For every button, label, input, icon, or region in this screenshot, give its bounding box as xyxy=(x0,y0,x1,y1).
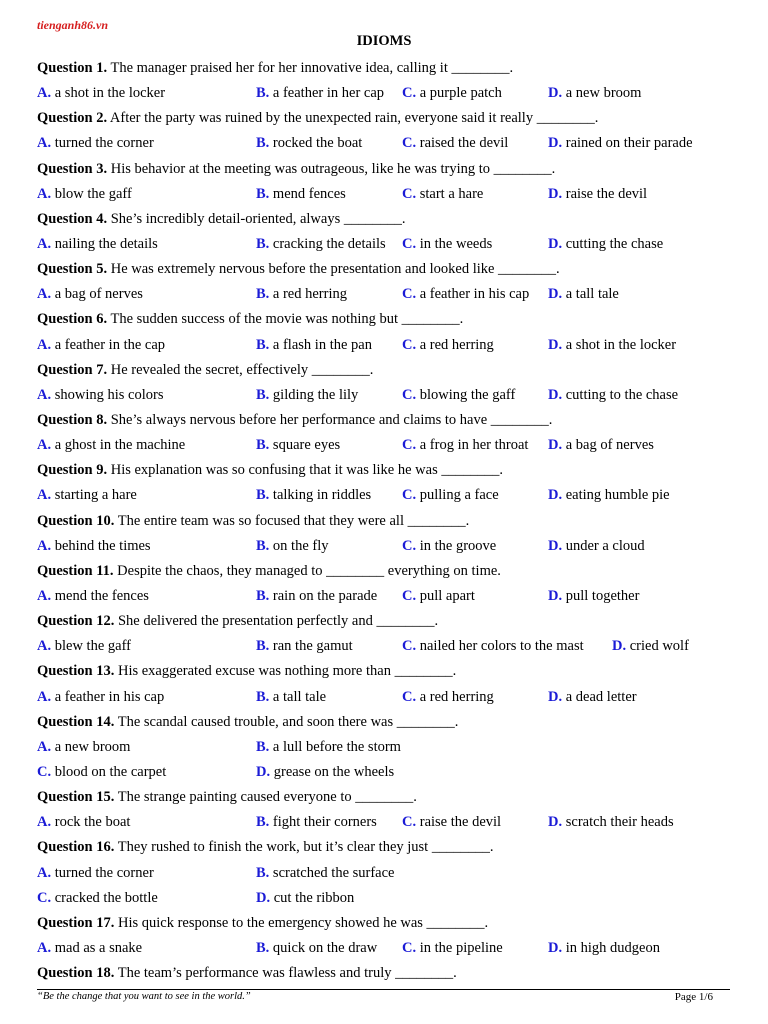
answer-option[interactable] xyxy=(37,383,163,408)
option-letter: A. xyxy=(37,864,52,881)
option-text: a bag of nerves xyxy=(54,286,143,303)
option-text: turned the corner xyxy=(54,864,154,881)
option-letter: A. xyxy=(37,85,52,102)
option-letter: D. xyxy=(548,587,563,604)
option-letter: A. xyxy=(37,437,52,454)
option-text: rocked the boat xyxy=(272,135,363,152)
option-text: a tall tale xyxy=(272,688,327,705)
option-letter: A. xyxy=(37,336,52,353)
option-letter: C. xyxy=(402,185,417,202)
answer-option[interactable] xyxy=(256,810,377,835)
question-stem xyxy=(37,559,737,584)
option-letter: B. xyxy=(256,688,270,705)
options-row xyxy=(37,760,737,785)
option-letter: A. xyxy=(37,638,52,655)
answer-option[interactable] xyxy=(548,685,637,710)
option-letter: C. xyxy=(402,386,417,403)
question-stem xyxy=(37,911,737,936)
answer-option[interactable] xyxy=(548,936,660,961)
answer-option[interactable] xyxy=(256,760,394,785)
answer-option[interactable] xyxy=(256,383,358,408)
option-text: rained on their parade xyxy=(565,135,693,152)
option-text: blew the gaff xyxy=(54,638,131,655)
question-number: Question 1. xyxy=(37,60,108,76)
answer-option[interactable] xyxy=(402,81,502,106)
options-row xyxy=(37,936,737,961)
option-text: blood on the carpet xyxy=(54,763,167,780)
answer-option[interactable] xyxy=(402,383,515,408)
question-number: Question 13. xyxy=(37,663,115,680)
options-row xyxy=(37,81,737,106)
option-text: under a cloud xyxy=(565,537,645,554)
option-text: start a hare xyxy=(419,185,484,202)
answer-option[interactable] xyxy=(548,333,676,358)
answer-option[interactable] xyxy=(402,685,494,710)
option-letter: B. xyxy=(256,864,270,881)
option-letter: D. xyxy=(548,688,563,705)
option-text: a frog in her throat xyxy=(419,437,529,454)
option-letter: A. xyxy=(37,537,52,554)
option-letter: D. xyxy=(548,336,563,353)
option-letter: C. xyxy=(402,437,417,454)
answer-option[interactable] xyxy=(402,534,496,559)
option-letter: A. xyxy=(37,286,52,303)
question-stem xyxy=(37,358,737,383)
option-letter: B. xyxy=(256,487,270,504)
footer-quote: “Be the change that you want to see in the world.” xyxy=(37,991,251,1002)
question-text: She’s incredibly detail-oriented, always ________. xyxy=(110,210,406,227)
answer-option[interactable] xyxy=(548,81,641,106)
answer-option[interactable] xyxy=(402,634,584,659)
answer-option[interactable] xyxy=(548,810,674,835)
option-text: starting a hare xyxy=(54,487,137,504)
options-row xyxy=(37,584,737,609)
answer-option[interactable] xyxy=(256,584,377,609)
question-number: Question 12. xyxy=(37,613,115,630)
document-title: IDIOMS xyxy=(356,33,412,49)
answer-option[interactable] xyxy=(37,936,142,961)
question-number: Question 11. xyxy=(37,562,114,579)
option-text: gilding the lily xyxy=(272,386,359,403)
question-stem xyxy=(37,458,737,483)
option-letter: A. xyxy=(37,738,52,755)
option-letter: B. xyxy=(256,85,270,102)
option-text: a feather in her cap xyxy=(272,85,385,102)
option-letter: D. xyxy=(548,939,563,956)
option-letter: D. xyxy=(548,286,563,303)
option-letter: C. xyxy=(402,814,417,831)
question-stem xyxy=(37,157,737,182)
question-number: Question 18. xyxy=(37,965,115,982)
option-letter: D. xyxy=(548,135,563,152)
question-stem xyxy=(37,659,737,684)
question-text: The scandal caused trouble, and soon there was ________. xyxy=(117,713,459,730)
answer-option[interactable] xyxy=(37,433,185,458)
option-letter: B. xyxy=(256,587,270,604)
answer-option[interactable] xyxy=(402,282,529,307)
option-text: a tall tale xyxy=(565,286,619,303)
option-letter: B. xyxy=(256,336,270,353)
option-text: mend the fences xyxy=(54,587,149,604)
option-text: a new broom xyxy=(565,85,642,102)
answer-option[interactable] xyxy=(548,383,678,408)
question-text: The entire team was so focused that they were all ________. xyxy=(117,512,470,529)
question-text: The sudden success of the movie was nothing but ________. xyxy=(110,311,464,328)
option-letter: B. xyxy=(256,235,270,252)
option-text: raise the devil xyxy=(565,185,648,202)
option-text: grease on the wheels xyxy=(273,763,395,780)
option-letter: C. xyxy=(402,587,417,604)
options-row xyxy=(37,861,737,886)
question-stem xyxy=(37,961,737,986)
option-text: mend fences xyxy=(272,185,346,202)
option-text: a red herring xyxy=(419,336,494,353)
answer-option[interactable] xyxy=(402,131,508,156)
options-row xyxy=(37,685,737,710)
question-number: Question 17. xyxy=(37,914,115,931)
question-text: His exaggerated excuse was nothing more than ________. xyxy=(117,663,457,680)
answer-option[interactable] xyxy=(37,232,158,257)
option-text: behind the times xyxy=(54,537,151,554)
question-stem xyxy=(37,207,737,232)
option-text: mad as a snake xyxy=(54,939,143,956)
option-text: a new broom xyxy=(54,738,131,755)
option-text: quick on the draw xyxy=(272,939,378,956)
answer-option[interactable] xyxy=(37,685,164,710)
option-text: a shot in the locker xyxy=(54,85,166,102)
answer-option[interactable] xyxy=(37,735,130,760)
options-row xyxy=(37,383,737,408)
answer-option[interactable] xyxy=(548,534,645,559)
answer-option[interactable] xyxy=(37,634,131,659)
answer-option[interactable] xyxy=(37,131,154,156)
option-text: ran the gamut xyxy=(272,638,353,655)
question-text: He was extremely nervous before the presentation and looked like ________. xyxy=(110,261,560,278)
option-letter: C. xyxy=(402,336,417,353)
option-text: nailing the details xyxy=(54,235,158,252)
question-stem xyxy=(37,835,737,860)
option-letter: B. xyxy=(256,185,270,202)
option-text: in the pipeline xyxy=(419,939,503,956)
answer-option[interactable] xyxy=(37,584,149,609)
question-stem xyxy=(37,785,737,810)
answer-option[interactable] xyxy=(37,182,132,207)
option-text: a shot in the locker xyxy=(565,336,677,353)
option-letter: C. xyxy=(402,85,417,102)
options-row xyxy=(37,182,737,207)
question-stem xyxy=(37,509,737,534)
option-text: a ghost in the machine xyxy=(54,437,186,454)
option-letter: B. xyxy=(256,437,270,454)
options-row xyxy=(37,634,737,659)
option-letter: A. xyxy=(37,135,52,152)
options-row xyxy=(37,886,737,911)
option-text: pull together xyxy=(565,587,640,604)
options-row xyxy=(37,483,737,508)
answer-option[interactable] xyxy=(256,131,362,156)
question-number: Question 5. xyxy=(37,261,108,278)
answer-option[interactable] xyxy=(548,282,619,307)
option-text: a feather in the cap xyxy=(54,336,166,353)
question-stem xyxy=(37,257,737,282)
options-row xyxy=(37,735,737,760)
question-text: The team’s performance was flawless and truly ________. xyxy=(117,965,457,982)
option-letter: A. xyxy=(37,587,52,604)
options-row xyxy=(37,810,737,835)
answer-option[interactable] xyxy=(256,433,340,458)
answer-option[interactable] xyxy=(402,433,528,458)
option-letter: C. xyxy=(402,135,417,152)
answer-option[interactable] xyxy=(37,534,151,559)
options-row xyxy=(37,131,737,156)
answer-option[interactable] xyxy=(402,810,501,835)
option-letter: D. xyxy=(548,537,563,554)
option-text: in high dudgeon xyxy=(565,939,660,956)
question-text: She’s always nervous before her performance and claims to have ________. xyxy=(110,411,553,428)
option-text: a lull before the storm xyxy=(272,738,401,755)
option-text: scratched the surface xyxy=(272,864,395,881)
answer-option[interactable] xyxy=(256,685,326,710)
question-text: The strange painting caused everyone to ________. xyxy=(117,789,417,806)
question-number: Question 2. xyxy=(37,110,108,127)
option-text: blowing the gaff xyxy=(419,386,516,403)
option-letter: B. xyxy=(256,286,270,303)
answer-option[interactable] xyxy=(548,584,639,609)
answer-option[interactable] xyxy=(402,483,499,508)
option-text: nailed her colors to the mast xyxy=(419,638,584,655)
answer-option[interactable] xyxy=(548,232,663,257)
answer-option[interactable] xyxy=(548,182,647,207)
question-number: Question 6. xyxy=(37,311,108,328)
question-text: After the party was ruined by the unexpected rain, everyone said it really ________. xyxy=(109,110,599,127)
options-row xyxy=(37,282,737,307)
question-number: Question 15. xyxy=(37,789,115,806)
answer-option[interactable] xyxy=(256,282,347,307)
option-letter: C. xyxy=(402,487,417,504)
option-letter: B. xyxy=(256,135,270,152)
answer-option[interactable] xyxy=(256,333,372,358)
option-text: pull apart xyxy=(419,587,475,604)
option-letter: C. xyxy=(402,286,417,303)
question-stem xyxy=(37,307,737,332)
question-text: His behavior at the meeting was outrageous, like he was trying to ________. xyxy=(110,160,556,177)
answer-option[interactable] xyxy=(402,333,494,358)
question-number: Question 9. xyxy=(37,462,108,479)
option-letter: A. xyxy=(37,814,52,831)
answer-option[interactable] xyxy=(37,282,143,307)
option-letter: B. xyxy=(256,638,270,655)
question-text: The manager praised her for her innovative idea, calling it ________. xyxy=(110,60,514,76)
option-text: in the weeds xyxy=(419,235,493,252)
answer-option[interactable] xyxy=(256,534,329,559)
option-letter: D. xyxy=(548,437,563,454)
answer-option[interactable] xyxy=(256,735,401,760)
page-number: Page 1/6 xyxy=(674,991,713,1003)
option-text: a bag of nerves xyxy=(565,437,654,454)
question-number: Question 14. xyxy=(37,713,115,730)
option-text: fight their corners xyxy=(272,814,377,831)
option-text: raise the devil xyxy=(419,814,502,831)
question-number: Question 8. xyxy=(37,411,108,428)
question-stem xyxy=(37,106,737,131)
answer-option[interactable] xyxy=(256,634,353,659)
option-text: a red herring xyxy=(272,286,347,303)
option-letter: A. xyxy=(37,487,52,504)
option-text: in the groove xyxy=(419,537,497,554)
question-number: Question 16. xyxy=(37,839,115,856)
option-text: talking in riddles xyxy=(272,487,372,504)
option-text: raised the devil xyxy=(419,135,509,152)
answer-option[interactable] xyxy=(256,182,346,207)
question-stem xyxy=(37,710,737,735)
options-row xyxy=(37,333,737,358)
option-letter: D. xyxy=(548,85,563,102)
question-number: Question 4. xyxy=(37,210,108,227)
footer-divider xyxy=(37,989,730,990)
question-text: He revealed the secret, effectively ________. xyxy=(110,361,374,378)
question-stem xyxy=(37,408,737,433)
option-text: cracked the bottle xyxy=(54,889,158,906)
answer-option[interactable] xyxy=(37,760,166,785)
answer-option[interactable] xyxy=(612,634,689,659)
options-row xyxy=(37,433,737,458)
option-text: a red herring xyxy=(419,688,494,705)
option-text: pulling a face xyxy=(419,487,499,504)
option-text: a flash in the pan xyxy=(272,336,372,353)
option-letter: A. xyxy=(37,688,52,705)
answer-option[interactable] xyxy=(256,886,354,911)
option-letter: D. xyxy=(612,638,627,655)
option-letter: D. xyxy=(548,386,563,403)
answer-option[interactable] xyxy=(402,182,483,207)
question-number: Question 7. xyxy=(37,361,108,378)
option-letter: D. xyxy=(548,185,563,202)
option-letter: D. xyxy=(548,487,563,504)
option-letter: D. xyxy=(548,235,563,252)
question-stem xyxy=(37,56,737,81)
option-letter: C. xyxy=(402,537,417,554)
options-row xyxy=(37,232,737,257)
option-letter: C. xyxy=(37,763,52,780)
answer-option[interactable] xyxy=(548,131,693,156)
question-text: Despite the chaos, they managed to ________ everything on time. xyxy=(117,562,501,579)
option-letter: C. xyxy=(402,638,417,655)
answer-option[interactable] xyxy=(37,810,130,835)
option-text: cracking the details xyxy=(272,235,386,252)
option-letter: C. xyxy=(402,688,417,705)
option-text: scratch their heads xyxy=(565,814,674,831)
answer-option[interactable] xyxy=(37,81,165,106)
answer-option[interactable] xyxy=(402,232,492,257)
answer-option[interactable] xyxy=(256,483,371,508)
option-text: a purple patch xyxy=(419,85,502,102)
question-text: They rushed to finish the work, but it’s clear they just ________. xyxy=(117,839,494,856)
answer-option[interactable] xyxy=(402,584,475,609)
option-text: a dead letter xyxy=(565,688,637,705)
answer-option[interactable] xyxy=(37,886,158,911)
question-stem xyxy=(37,609,737,634)
option-letter: B. xyxy=(256,386,270,403)
option-letter: B. xyxy=(256,939,270,956)
option-letter: C. xyxy=(402,235,417,252)
answer-option[interactable] xyxy=(256,936,377,961)
question-text: His explanation was so confusing that it was like he was ________. xyxy=(110,462,503,479)
option-text: turned the corner xyxy=(54,135,154,152)
answer-option[interactable] xyxy=(402,936,503,961)
site-watermark: tienganh86.vn xyxy=(37,18,109,32)
answer-option[interactable] xyxy=(256,232,386,257)
option-letter: A. xyxy=(37,386,52,403)
option-text: cutting the chase xyxy=(565,235,664,252)
option-letter: D. xyxy=(256,889,271,906)
option-text: rain on the parade xyxy=(272,587,378,604)
question-number: Question 10. xyxy=(37,512,115,529)
option-letter: D. xyxy=(548,814,563,831)
answer-option[interactable] xyxy=(37,333,165,358)
question-list xyxy=(37,56,737,986)
option-letter: A. xyxy=(37,185,52,202)
option-letter: B. xyxy=(256,814,270,831)
answer-option[interactable] xyxy=(256,81,384,106)
option-letter: B. xyxy=(256,537,270,554)
option-text: a feather in his cap xyxy=(419,286,530,303)
option-text: rock the boat xyxy=(54,814,131,831)
option-text: on the fly xyxy=(272,537,329,554)
option-text: cried wolf xyxy=(629,638,689,655)
option-letter: B. xyxy=(256,738,270,755)
option-text: showing his colors xyxy=(54,386,164,403)
answer-option[interactable] xyxy=(548,433,654,458)
option-text: a feather in his cap xyxy=(54,688,165,705)
options-row xyxy=(37,534,737,559)
answer-option[interactable] xyxy=(37,483,137,508)
option-text: cutting to the chase xyxy=(565,386,679,403)
option-letter: A. xyxy=(37,939,52,956)
option-letter: C. xyxy=(402,939,417,956)
option-text: blow the gaff xyxy=(54,185,132,202)
option-letter: D. xyxy=(256,763,271,780)
question-text: His quick response to the emergency showed he was ________. xyxy=(117,914,489,931)
question-text: She delivered the presentation perfectly and ________. xyxy=(117,613,439,630)
answer-option[interactable] xyxy=(37,861,154,886)
option-letter: A. xyxy=(37,235,52,252)
option-letter: C. xyxy=(37,889,52,906)
question-number: Question 3. xyxy=(37,160,108,177)
option-text: cut the ribbon xyxy=(273,889,355,906)
option-text: square eyes xyxy=(272,437,341,454)
answer-option[interactable] xyxy=(548,483,670,508)
answer-option[interactable] xyxy=(256,861,395,886)
option-text: eating humble pie xyxy=(565,487,670,504)
